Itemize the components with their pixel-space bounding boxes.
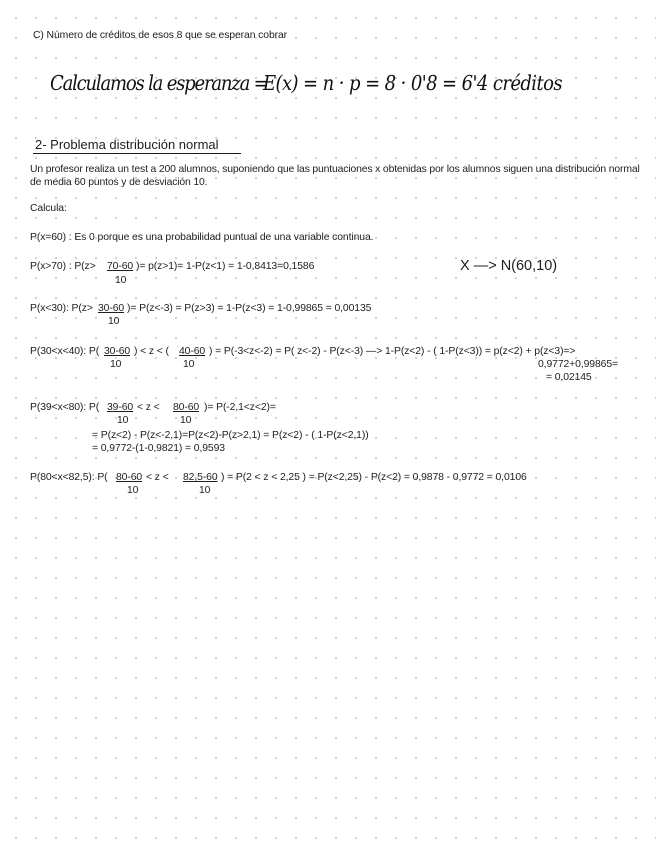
p-lt-30-denominator: 10: [108, 316, 120, 327]
p-80-825-denominator-2: 10: [199, 485, 211, 496]
handwritten-expectation-label: Calculamos la esperanza =: [50, 71, 268, 96]
p-lt-30-prefix: P(x<30): P(z>: [30, 303, 93, 314]
p-gt-70-result: )= p(z>1)= 1-P(z<1) = 1-0,8413=0,1586: [136, 261, 315, 272]
p-39-80-final: = 0,9772-(1-0,9821) = 0,9593: [92, 443, 225, 454]
p-80-825-numerator-2: 82,5-60: [183, 472, 218, 483]
p-gt-70-prefix: P(x>70) : P(z>: [30, 261, 96, 272]
p-30-40-result: ) = P(-3<z<-2) = P( z<-2) - P(z<-3) —> 1-P(z<2) - ( 1-P(z<3)) = p(z<2) + p(z<3)=>: [209, 346, 576, 357]
distribution-label: X —> N(60,10): [460, 258, 558, 274]
p-30-40-numerator-2: 40-60: [179, 346, 206, 357]
p-39-80-step: = P(z<2) - P(z<-2,1)=P(z<2)-P(z>2,1) = P(z<2) - ( 1-P(z<2,1)): [92, 430, 369, 441]
p-30-40-denominator-2: 10: [183, 359, 195, 370]
p-39-80-prefix: P(39<x<80): P(: [30, 402, 100, 413]
calcula-label: Calcula:: [30, 203, 67, 214]
p-80-825-middle: < z <: [146, 472, 169, 483]
p-30-40-prefix: P(30<x<40): P(: [30, 346, 100, 357]
p-80-825-numerator-1: 80-60: [116, 472, 143, 483]
p-30-40-numerator-1: 30-60: [104, 346, 131, 357]
p-gt-70-denominator: 10: [115, 275, 127, 286]
handwritten-expectation-formula: E(x) = n · p = 8 · 0'8 = 6'4 créditos: [263, 71, 562, 96]
p-39-80-denominator-1: 10: [117, 415, 129, 426]
p-lt-30-result: )= P(z<-3) = P(z>3) = 1-P(z<3) = 1-0,99865 = 0,00135: [127, 303, 372, 314]
p-39-80-middle: < z <: [137, 402, 160, 413]
p-30-40-sum: 0,9772+0,99865=: [538, 359, 618, 370]
p-80-825-prefix: P(80<x<82,5): P(: [30, 472, 108, 483]
p-39-80-denominator-2: 10: [180, 415, 192, 426]
p-gt-70-numerator: 70-60: [107, 261, 134, 272]
title-underline: [33, 153, 241, 154]
p-39-80-numerator-2: 80-60: [173, 402, 200, 413]
p-lt-30-numerator: 30-60: [98, 303, 125, 314]
p-30-40-final: = 0,02145: [546, 372, 592, 383]
section-title: 2- Problema distribución normal: [35, 137, 219, 152]
p-30-40-denominator-1: 10: [110, 359, 122, 370]
question-c: C) Número de créditos de esos 8 que se esperan cobrar: [33, 30, 288, 41]
p-80-825-denominator-1: 10: [127, 485, 139, 496]
p-equal-60: P(x=60) : Es 0 porque es una probabilidad puntual de una variable continua.: [30, 232, 374, 243]
p-80-825-result: ) = P(2 < z < 2,25 ) = P(z<2,25) - P(z<2) = 0,9878 - 0,9772 = 0,0106: [221, 472, 527, 483]
problem-statement: Un profesor realiza un test a 200 alumnos, suponiendo que las puntuaciones x obtenidas por los alumnos siguen una distribución normal de media 60 puntos y de desviación 10.: [30, 164, 640, 188]
p-30-40-middle: ) < z < (: [134, 346, 169, 357]
p-39-80-result: )= P(-2,1<z<2)=: [204, 402, 276, 413]
p-39-80-numerator-1: 39-60: [107, 402, 134, 413]
